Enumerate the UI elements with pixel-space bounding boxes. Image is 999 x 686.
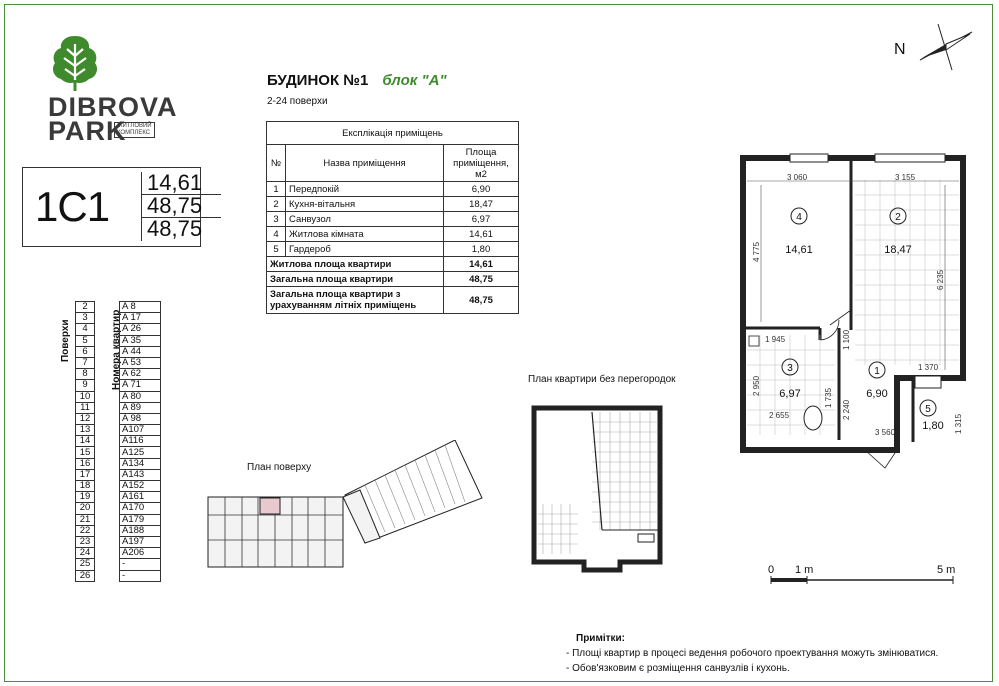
row-name: Житлова кімната [286,227,444,242]
floor-row [76,570,161,581]
apartment-number: A125 [120,447,161,458]
scale-zero: 0 [768,564,775,576]
unit-total-area: 48,75 [141,195,221,218]
apartment-number: A 53 [120,357,161,368]
row-no: 3 [267,212,286,227]
dim-3155: 3 155 [895,173,916,182]
room-no: 3 [787,363,793,374]
floor-row [76,469,161,480]
dim-1100: 1 100 [842,329,851,350]
apartment-number: A206 [120,548,161,559]
spacer [95,447,120,458]
floors-label: Поверхи [60,319,71,362]
dim-3060: 3 060 [787,173,808,182]
apartment-number: A 17 [120,313,161,324]
spacer [95,514,120,525]
row-no: 1 [267,182,286,197]
floor-row [76,559,161,570]
floor-row [76,369,161,380]
spacer [95,425,120,436]
floor-row [76,503,161,514]
note-item: - Обов'язковим є розміщення санвузлів і кухонь. [566,663,790,674]
dim-1370: 1 370 [918,363,939,372]
scale-five: 5 m [937,564,956,576]
floor-row [76,380,161,391]
spacer [95,481,120,492]
floor-row [76,458,161,469]
notes-heading: Примітки: [576,633,625,644]
floor-number: 11 [76,402,95,413]
floor-row [76,402,161,413]
floors-table [75,301,161,582]
unit-total-area-summer: 48,75 [141,218,221,241]
scale-bar [765,562,965,592]
floor-row [76,548,161,559]
spacer [95,369,120,380]
spacer [95,548,120,559]
spacer [95,559,120,570]
logo-sub2: КОМПЛЕКС [117,130,151,136]
apartment-number: A188 [120,525,161,536]
spacer [95,346,120,357]
table-row [267,212,519,227]
floor-row [76,302,161,313]
dim-2655: 2 655 [769,411,790,420]
spacer [95,357,120,368]
floor-number: 14 [76,436,95,447]
floor-number: 10 [76,391,95,402]
block-name: блок "А" [382,72,447,89]
apartment-number: A143 [120,469,161,480]
logo [48,34,178,146]
spacer [95,413,120,424]
room-area: 6,97 [779,388,801,400]
col-area-header: Площа приміщення, м2 [444,145,519,182]
room-area: 14,61 [785,244,813,256]
dim-1945: 1 945 [765,335,786,344]
apartment-number: - [120,570,161,581]
floor-number: 24 [76,548,95,559]
total-row [267,257,519,272]
dim-2950: 2 950 [752,375,761,396]
dim-6235: 6 235 [936,269,945,290]
spacer [95,402,120,413]
floor-row [76,447,161,458]
row-no: 5 [267,242,286,257]
floor-number: 26 [76,570,95,581]
apts-label: Номера квартир [111,309,122,390]
spacer [95,391,120,402]
floor-number: 9 [76,380,95,391]
logo-subtitle [114,122,155,138]
spacer [95,380,120,391]
unit-living-area: 14,61 [141,172,221,195]
apartment-plan [735,150,975,470]
apartment-number: A152 [120,481,161,492]
row-area: 18,47 [444,197,519,212]
floor-number: 21 [76,514,95,525]
col-name-header: Назва приміщення [286,145,444,182]
total-label: Загальна площа квартири з урахуванням літніх приміщень [267,287,444,314]
apartment-number: A 8 [120,302,161,313]
floor-number: 7 [76,357,95,368]
table-row [267,182,519,197]
floor-number: 8 [76,369,95,380]
floors-range: 2-24 поверхи [267,96,328,107]
dim-1315: 1 315 [954,413,963,434]
building-title [267,72,447,89]
row-area: 6,90 [444,182,519,197]
spacer [95,458,120,469]
row-area: 1,80 [444,242,519,257]
table-caption: Експлікація приміщень [267,122,519,145]
floors-grid [75,301,161,582]
floor-row [76,425,161,436]
room-no: 5 [925,404,931,415]
dim-3560: 3 560 [875,428,896,437]
spacer [95,469,120,480]
apartment-number: A 26 [120,324,161,335]
floor-row [76,436,161,447]
open-plan-caption: План квартири без перегородок [528,374,676,385]
total-area: 48,75 [444,272,519,287]
floor-row [76,357,161,368]
spacer [95,302,120,313]
floor-number: 5 [76,335,95,346]
room-no: 1 [874,366,880,377]
apartment-number: A 62 [120,369,161,380]
apartment-number: A 89 [120,402,161,413]
floor-number: 18 [76,481,95,492]
building-name: БУДИНОК №1 [267,72,369,89]
north-label: N [894,41,906,58]
dim-1735: 1 735 [824,387,833,408]
floor-row [76,324,161,335]
room-area: 6,90 [866,388,888,400]
floor-plan-thumbnail [200,440,490,575]
unit-code: 1C1 [35,183,110,230]
floor-number: 6 [76,346,95,357]
floor-row [76,481,161,492]
compass-icon [916,22,976,72]
spacer [95,324,120,335]
total-row [267,287,519,314]
scale-one: 1 m [795,564,814,576]
apartment-number: A 98 [120,413,161,424]
floor-number: 17 [76,469,95,480]
floor-number: 25 [76,559,95,570]
spacer [95,436,120,447]
spacer [95,492,120,503]
floor-number: 23 [76,536,95,547]
total-label: Житлова площа квартири [267,257,444,272]
floor-row [76,391,161,402]
apartment-number: A170 [120,503,161,514]
floor-row [76,514,161,525]
floor-number: 4 [76,324,95,335]
notes [566,631,938,676]
dim-2240: 2 240 [842,399,851,420]
table-row [267,197,519,212]
unit-values [141,172,221,241]
floor-row [76,313,161,324]
table-row [267,242,519,257]
apartment-number: A116 [120,436,161,447]
row-no: 2 [267,197,286,212]
floor-number: 16 [76,458,95,469]
apartment-number: A 44 [120,346,161,357]
row-area: 14,61 [444,227,519,242]
row-name: Санвузол [286,212,444,227]
logo-line1: DIBROVA [48,92,178,122]
spacer [95,536,120,547]
total-area: 14,61 [444,257,519,272]
row-name: Гардероб [286,242,444,257]
apartment-number: A 71 [120,380,161,391]
room-area: 1,80 [922,420,944,432]
floor-number: 12 [76,413,95,424]
spacer [95,503,120,514]
room-no: 4 [796,212,802,223]
room-no: 2 [895,212,901,223]
floor-number: 20 [76,503,95,514]
apartment-number: A197 [120,536,161,547]
floor-number: 2 [76,302,95,313]
apartment-number: A179 [120,514,161,525]
row-name: Передпокій [286,182,444,197]
logo-line2: PARK [48,116,127,146]
floor-row [76,335,161,346]
open-plan-drawing [528,402,668,577]
explication-table [266,121,519,314]
dim-4775: 4 775 [752,241,761,262]
floor-plan-caption: План поверху [247,462,312,473]
floor-row [76,413,161,424]
room-area: 18,47 [884,244,912,256]
total-area: 48,75 [444,287,519,314]
floor-number: 22 [76,525,95,536]
row-name: Кухня-вітальня [286,197,444,212]
spacer [95,313,120,324]
floor-row [76,492,161,503]
floor-row [76,525,161,536]
spacer [95,525,120,536]
total-row [267,272,519,287]
apartment-number: A 35 [120,335,161,346]
row-no: 4 [267,227,286,242]
floor-row [76,536,161,547]
floor-number: 13 [76,425,95,436]
col-no-header: № [267,145,286,182]
spacer [95,335,120,346]
floor-number: 3 [76,313,95,324]
tree-icon [50,34,100,92]
apartment-number: A107 [120,425,161,436]
floor-number: 19 [76,492,95,503]
floor-number: 15 [76,447,95,458]
total-label: Загальна площа квартири [267,272,444,287]
spacer [95,570,120,581]
apartment-number: - [120,559,161,570]
apartment-number: A 80 [120,391,161,402]
note-item: - Площі квартир в процесі ведення робочого проектування можуть змінюватися. [566,648,939,659]
row-area: 6,97 [444,212,519,227]
table-row [267,227,519,242]
logo-sub1: ЖИТЛОВИЙ [117,123,152,129]
unit-box [22,167,201,247]
floor-row [76,346,161,357]
apartment-number: A134 [120,458,161,469]
apartment-number: A161 [120,492,161,503]
